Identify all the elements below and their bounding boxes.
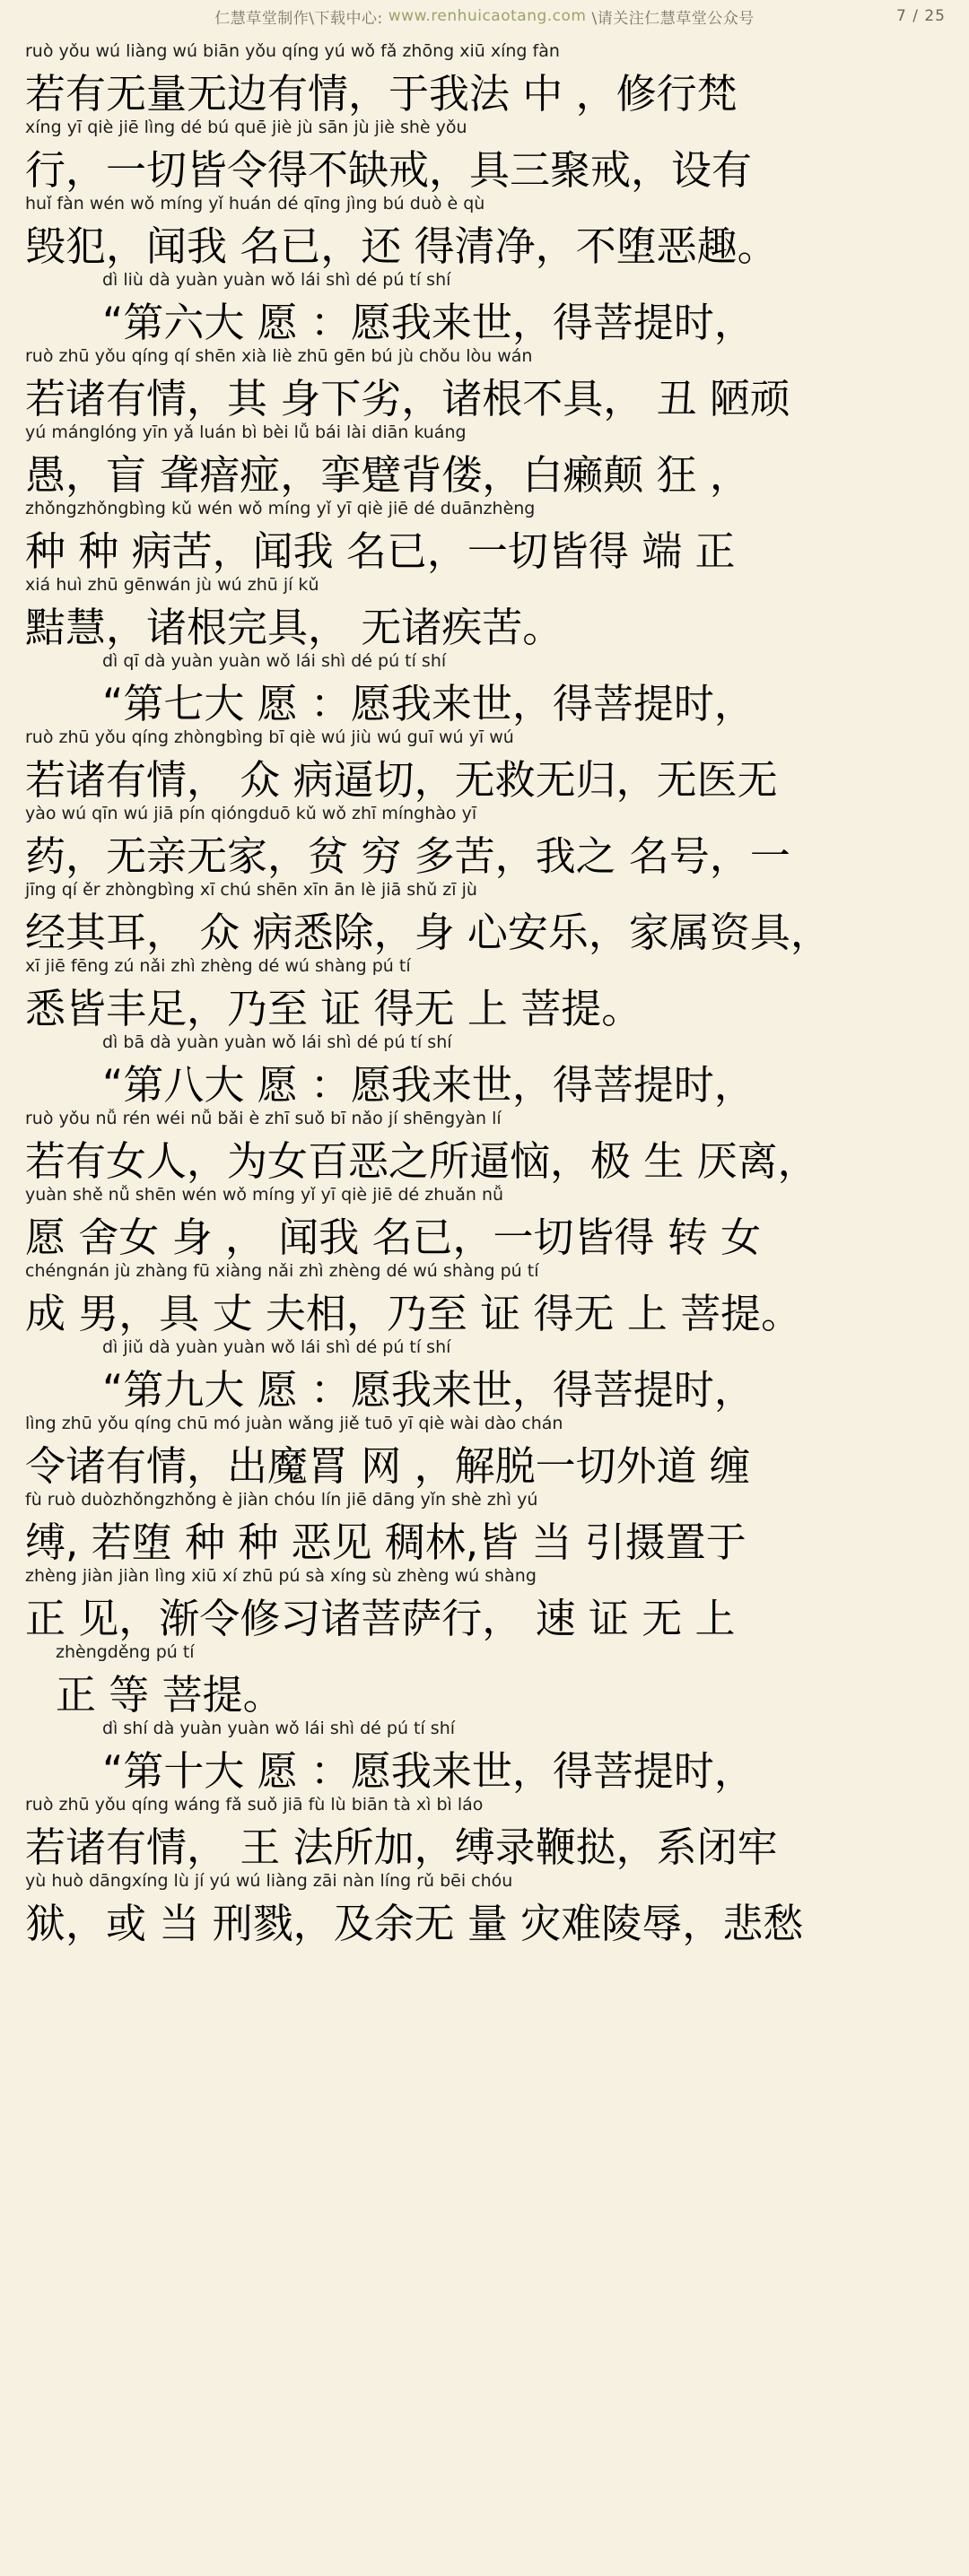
text-line	[25, 648, 944, 727]
pinyin-row: ruò zhū yǒu qíng zhòngbìng bī qiè wú jiù wú guī wú yī wú	[25, 727, 514, 747]
text-line	[25, 1562, 944, 1642]
pinyin-row: yuàn shě nǚ shēn wén wǒ míng yǐ yī qiè jiē dé zhuǎn nǚ	[25, 1185, 504, 1205]
pinyin-row: dì bā dà yuàn yuàn wǒ lái shì dé pú tí shí	[102, 1032, 452, 1052]
text-line	[25, 724, 944, 804]
text-line	[25, 953, 944, 1032]
text-line	[25, 1791, 944, 1871]
hanzi-row: “第九大 愿 ：愿我来世，得菩提时，	[102, 1366, 755, 1414]
pinyin-row: zhǒngzhǒngbìng kǔ wén wǒ míng yǐ yī qiè jiē dé duānzhèng	[25, 499, 536, 518]
hanzi-row: 悉皆丰足，乃至 证 得无 上 菩提。	[25, 985, 642, 1032]
sutra-text-body	[0, 32, 969, 1947]
hanzi-row: 愿 舍女 身 ， 闻我 名已，一切皆得 转 女	[25, 1214, 762, 1261]
text-line	[25, 190, 944, 270]
hanzi-row: 药，无亲无家，贫 穷 多苦，我之 名号，一	[25, 832, 790, 880]
text-line	[25, 1029, 944, 1109]
header-credit	[214, 5, 754, 28]
text-line	[25, 1258, 944, 1337]
hanzi-row: 愚，盲 聋瘖痖，挛躄背偻，白癞颠 狂 ，	[25, 451, 750, 499]
header-site-url: www.renhuicaotang.com	[388, 7, 587, 25]
page-number: 7 / 25	[896, 7, 946, 25]
text-line	[25, 876, 944, 956]
page-header	[0, 0, 969, 32]
hanzi-row: 种 种 病苦，闻我 名已，一切皆得 端 正	[25, 527, 736, 575]
header-note: \请关注仁慧草堂公众号	[591, 9, 755, 28]
pinyin-row: ruò zhū yǒu qíng wáng fǎ suǒ jiā fù lù biān tà xì bì láo	[25, 1795, 484, 1815]
pinyin-row: chéngnán jù zhàng fū xiàng nǎi zhì zhèng dé wú shàng pú tí	[25, 1261, 539, 1281]
hanzi-row: “第六大 愿 ：愿我来世，得菩提时，	[102, 299, 755, 346]
pinyin-row: jīng qí ěr zhòngbìng xī chú shēn xīn ān lè jiā shǔ zī jù	[25, 880, 477, 900]
hanzi-row: “第七大 愿 ：愿我来世，得菩提时，	[102, 680, 755, 727]
hanzi-row: 黠慧，诸根完具， 无诸疾苦。	[25, 604, 563, 651]
hanzi-row: 毁犯，闻我 名已，还 得清净，不堕恶趣。	[25, 222, 778, 270]
hanzi-row: 若诸有情， 王 法所加，缚录鞭挞，系闭牢	[25, 1823, 778, 1871]
pinyin-row: dì shí dà yuàn yuàn wǒ lái shì dé pú tí shí	[102, 1719, 456, 1738]
pinyin-row: yú mánglóng yīn yǎ luán bì bèi lǚ bái lài diān kuáng	[25, 422, 467, 442]
hanzi-row: 狱，或 当 刑戮，及余无 量 灾难陵辱，悲愁	[25, 1900, 804, 1947]
pinyin-row: yù huò dāngxíng lù jí yú wú liàng zāi nàn líng rǔ bēi chóu	[25, 1871, 513, 1891]
pinyin-row: xiá huì zhū gēnwán jù wú zhū jí kǔ	[25, 575, 319, 595]
hanzi-row: “第八大 愿 ：愿我来世，得菩提时，	[102, 1061, 755, 1109]
text-line	[25, 266, 944, 346]
hanzi-row: 行，一切皆令得不缺戒，具三聚戒，设有	[25, 146, 753, 194]
pinyin-row: zhèngděng pú tí	[56, 1642, 195, 1662]
text-line	[25, 1334, 944, 1414]
text-line	[25, 1867, 944, 1947]
text-line	[25, 1181, 944, 1261]
text-line	[25, 38, 944, 117]
hanzi-row: 令诸有情，出魔罥 网 ，解脱一切外道 缠	[25, 1442, 750, 1490]
pinyin-row: xī jiē fēng zú nǎi zhì zhèng dé wú shàng pú tí	[25, 956, 411, 976]
hanzi-row: 缚, 若堕 种 种 恶见 稠林,皆 当 引摄置于	[25, 1519, 746, 1566]
pinyin-row: lìng zhū yǒu qíng chū mó juàn wǎng jiě tuō yī qiè wài dào chán	[25, 1414, 563, 1433]
hanzi-row: 成 男，具 丈 夫相，乃至 证 得无 上 菩提。	[25, 1290, 802, 1337]
pinyin-row: huǐ fàn wén wǒ míng yǐ huán dé qīng jìng bú duò è qù	[25, 194, 485, 213]
pinyin-row: ruò yǒu wú liàng wú biān yǒu qíng yú wǒ fǎ zhōng xiū xíng fàn	[25, 41, 560, 61]
hanzi-row: “第十大 愿 ：愿我来世，得菩提时，	[102, 1747, 755, 1795]
pinyin-row: xíng yī qiè jiē lìng dé bú quē jiè jù sān jù jiè shè yǒu	[25, 117, 467, 137]
pinyin-row: ruò zhū yǒu qíng qí shēn xià liè zhū gēn bú jù chǒu lòu wán	[25, 346, 533, 366]
text-line	[25, 800, 944, 880]
text-line	[25, 571, 944, 651]
hanzi-row: 若诸有情，其 身下劣，诸根不具， 丑 陋顽	[25, 375, 790, 422]
pinyin-row: yào wú qīn wú jiā pín qióngduō kǔ wǒ zhī mínghào yī	[25, 804, 477, 823]
hanzi-row: 若有女人，为女百恶之所逼恼，极 生 厌离，	[25, 1137, 818, 1185]
hanzi-row: 若诸有情， 众 病逼切，无救无归，无医无	[25, 756, 778, 804]
text-line	[25, 419, 944, 499]
text-line	[25, 495, 944, 575]
text-line	[25, 343, 944, 422]
pinyin-row: dì qī dà yuàn yuàn wǒ lái shì dé pú tí shí	[102, 651, 447, 671]
pinyin-row: ruò yǒu nǚ rén wéi nǚ bǎi è zhī suǒ bī nǎo jí shēngyàn lí	[25, 1109, 502, 1128]
text-line	[25, 1486, 944, 1566]
pinyin-row: fù ruò duòzhǒngzhǒng è jiàn chóu lín jiē dāng yǐn shè zhì yú	[25, 1490, 538, 1510]
hanzi-row: 正 等 菩提。	[56, 1671, 284, 1719]
hanzi-row: 若有无量无边有情，于我法 中 ，修行梵	[25, 70, 738, 117]
text-line	[25, 114, 944, 194]
pinyin-row: dì liù dà yuàn yuàn wǒ lái shì dé pú tí shí	[102, 270, 451, 290]
pinyin-row: zhèng jiàn jiàn lìng xiū xí zhū pú sà xíng sù zhèng wú shàng	[25, 1566, 537, 1586]
hanzi-row: 经其耳， 众 病悉除，身 心安乐，家属资具，	[25, 909, 831, 956]
text-line	[25, 1639, 944, 1719]
text-line	[25, 1105, 944, 1185]
header-site-name: 仁慧草堂制作\下载中心:	[214, 9, 383, 28]
text-line	[25, 1410, 944, 1490]
text-line	[25, 1715, 944, 1795]
pinyin-row: dì jiǔ dà yuàn yuàn wǒ lái shì dé pú tí shí	[102, 1337, 451, 1357]
hanzi-row: 正 见，渐令修习诸菩萨行， 速 证 无 上	[25, 1595, 736, 1642]
